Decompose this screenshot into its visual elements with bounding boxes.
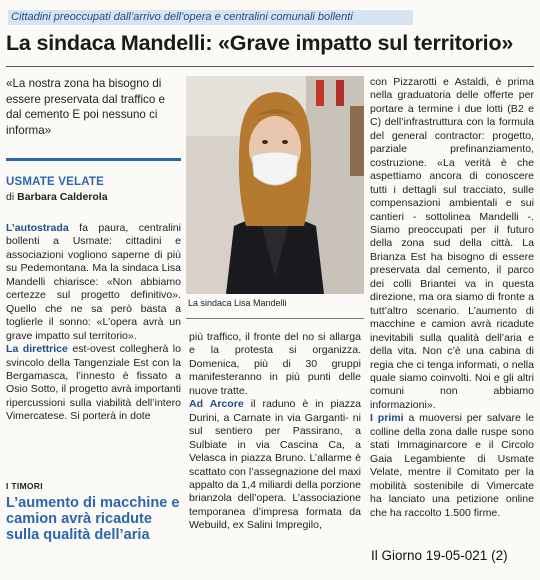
paragraph [370, 412, 534, 520]
byline-prefix: di [6, 191, 15, 203]
paragraph-text: a muoversi per salvare le colline della zona dalle ruspe sono stati Immaginarcore e il Circolo Gaia Legambiente di Usmate Velate, mentre il Comitato per la mobilità sostenibile di Vimercate ha lanciato una petizione online che ha raccolto 1.500 firme. [370, 412, 534, 519]
paragraph-lead: La direttrice [6, 343, 68, 356]
caption-rule [186, 318, 364, 319]
section-label: USMATE VELATE [6, 176, 105, 188]
column-2 [189, 331, 361, 533]
paragraph [370, 76, 534, 412]
paragraph-text: est-ovest collegherà lo svincolo della Tangenziale Est con la Bergamasca, l’innesto è fissato a Osio Sotto, il progetto avrà importanti ripercussioni sulla viabilità dell’intero Vimercatese. Si porterà in dote [6, 343, 181, 423]
kicker-banner: Cittadini preoccupati dall’arrivo dell’opera e centralini comunali bollenti [8, 10, 413, 25]
highlight-quote: L’aumento di macchine e camion avrà ricadute sulla qualità dell’aria [6, 495, 180, 543]
byline [6, 191, 108, 203]
paragraph-lead: L’autostrada [6, 222, 69, 234]
photo-illustration [186, 76, 364, 294]
quote-divider [6, 158, 181, 161]
source-footer: Il Giorno 19-05-021 (2) [371, 548, 508, 563]
paragraph [189, 331, 361, 398]
photo-caption: La sindaca Lisa Mandelli [188, 298, 287, 308]
headline-rule [6, 66, 534, 67]
paragraph [6, 343, 181, 424]
paragraph-text: più traffico, il fronte del no si allarga e la protesta si organizza. Domenica, più di 30 gruppi manifesteranno in più punti delle nuove tratte. [189, 331, 361, 397]
pull-quote: «La nostra zona ha bisogno di essere preservata dal traffico e dal cemento E poi nessuno ci informa» [6, 77, 165, 137]
paragraph [189, 398, 361, 533]
paragraph [6, 222, 181, 343]
column-1 [6, 222, 181, 424]
paragraph-text: fa paura, centralini bollenti a Usmate: cittadini e associazioni vogliono saperne di più su Pedemontana. Ma la sindaca Lisa Mandelli chiarisce: «Non abbiamo certezze sul progetto definitivo». Quello che ne sa però basta a toglierle il sonno: «L’opera avrà un grave impatto sul territorio». [6, 222, 181, 342]
byline-author: Barbara Calderola [17, 191, 108, 203]
paragraph-text: il raduno è in piazza Durini, a Carnate in via Garganti- ni sul sentiero per Passirano, a Sulbiate in via Cascina Ca, a Velasca in piazza Bruno. L’allarme è scattato con l’assegnazione del maxi appalto da 1,4 miliardi della porzione brianzola dell’opera. L’associazione temporanea d’impresa formata da Webuild, ex Salini Impregilo, [189, 398, 361, 532]
paragraph-lead: Ad Arcore [189, 398, 244, 411]
headline: La sindaca Mandelli: «Grave impatto sul territorio» [6, 31, 514, 55]
column-3 [370, 76, 534, 520]
mayor-photo [186, 76, 364, 294]
timori-label: I TIMORI [6, 481, 43, 491]
paragraph-lead: I primi [370, 412, 404, 425]
paragraph-text: con Pizzarotti e Astaldi, è prima nella graduatoria delle offerte per portare a termine i due lotti (B2 e C) dell’infrastruttura con la formula del general contractor: progetto, parziale prefinanziamento, costruzione. «La verità è che aspettiamo ancora di conoscere tutti i dettagli sul tracciato, sulle compensazioni ambientali e sui cantieri - sottolinea Mandelli -. Siamo preoccupati per il futuro della zona sud della città. La Brianza Est ha bisogno di essere preservata dal cemento, il parco dei colli Briantei va in questa direzione, ma ora siamo di fronte a tutt’altro scenario. L’aumento di macchine e camion avrà ricadute inevitabili sulla qualità dell’aria e della vita. Non c’è una cabina di regia che ci tenga informati, o nella quale siamo coinvolti. Noi e gli altri comuni non abbiamo informazioni». [370, 76, 534, 411]
